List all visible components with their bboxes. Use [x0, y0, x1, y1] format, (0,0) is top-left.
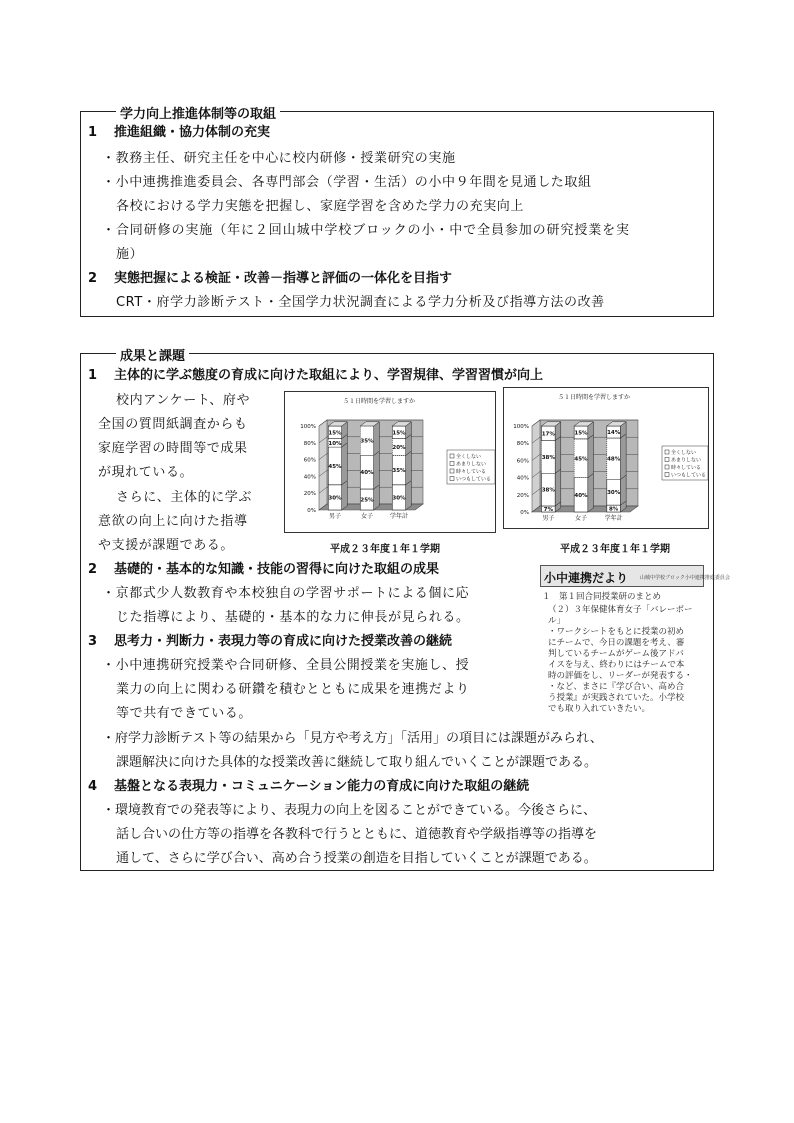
bar-data-label: 45%	[574, 456, 588, 463]
x-tick-label: 学年計	[604, 515, 623, 522]
newsletter-line: ル」	[548, 616, 566, 626]
s2-p2-line: じた指導により、基礎的・基本的な力に伸長が見られる。	[116, 610, 470, 625]
bar-data-label: 15%	[574, 430, 588, 437]
legend-entry: 時々している	[456, 469, 487, 475]
s2-heading-2: 2 基礎的・基本的な知識・技能の習得に向けた取組の成果	[88, 562, 440, 577]
chart-1-caption: 平成２３年度１年１学期	[330, 544, 440, 555]
bar-data-label: 40%	[360, 470, 374, 477]
chart-study-time-2	[503, 387, 709, 529]
x-tick-label: 男子	[328, 513, 342, 520]
s2-heading-4: 4 基盤となる表現力・コミュニケーション能力の育成に向けた取組の継続	[88, 779, 530, 794]
y-tick-label: 100%	[300, 424, 316, 430]
s1-bullet-1: ・教務主任、研究主任を中心に校内研修・授業研究の実施	[102, 151, 456, 166]
bar-segment-side	[342, 443, 348, 485]
s2-p1-line: 全国の質問紙調査からも	[98, 417, 248, 432]
bar-data-label: 15%	[392, 430, 406, 437]
legend-swatch	[450, 454, 454, 458]
newsletter-subtitle: 山城中学校ブロック小中連携推進委員会	[640, 575, 730, 581]
bar-data-label: 35%	[392, 468, 406, 475]
legend-swatch	[665, 465, 669, 469]
y-tick-label: 60%	[303, 457, 316, 464]
s2-p4-line: 通して、さらに学び合い、高め合う授業の創造を目指していくことが課題である。	[116, 851, 597, 866]
bar-data-label: 15%	[328, 430, 342, 437]
plot-side-wall	[319, 420, 327, 510]
bar-segment-side	[588, 435, 594, 478]
chart-1-title: ５１日時間を学習しますか	[343, 398, 416, 405]
s2-p4-line: 話し合いの仕方等の指導を各教科で行うとともに、道徳教育や学級指導等の指導を	[116, 827, 598, 842]
legend-swatch	[450, 477, 454, 481]
s1-text-2: 施）	[116, 247, 144, 262]
bar-data-label: 17%	[541, 431, 555, 438]
bar-data-label: 38%	[541, 454, 555, 461]
newsletter-line: ・ワークシートをもとに授業の初め	[548, 627, 685, 637]
bar-segment-side	[406, 481, 412, 510]
bar-data-label: 8%	[608, 506, 619, 513]
bar-data-label: 20%	[392, 445, 406, 451]
newsletter-line: 判しているチームがゲーム後アドバ	[548, 649, 684, 659]
bar-segment-side	[374, 451, 380, 489]
newsletter-line: （２）３年保健体育女子「バレーボー	[548, 605, 693, 615]
legend-swatch	[450, 469, 454, 473]
s2-heading-1: 1 主体的に学ぶ態度の育成に向けた取組により、学習規律、学習習慣が向上	[88, 368, 544, 383]
newsletter-line: う授業』が実践されていた。小学校	[548, 693, 685, 703]
bar-segment-side	[588, 473, 594, 512]
chart-2-svg	[504, 388, 709, 529]
x-tick-label: 男子	[542, 515, 555, 522]
s1-text-1: 各校における学力実態を把握し、家庭学習を含めた学力の充実向上	[116, 199, 525, 214]
s2-p1-line: 校内アンケート、府や	[116, 393, 251, 408]
s2-p3-line: ・府学力診断テスト等の結果から「見方や考え方」「活用」の項目には課題がみられ、	[102, 731, 603, 746]
s2-p4-line: ・環境教育での発表等により、表現力の向上を図ることができている。今後さらに、	[102, 803, 597, 818]
chart-1-svg	[285, 392, 496, 533]
s1-heading-1: 1 推進組織・協力体制の充実	[88, 125, 271, 140]
s2-p1-line: が現れている。	[98, 465, 194, 480]
legend-swatch	[665, 473, 669, 477]
bar-segment-side	[555, 436, 561, 473]
x-tick-label: 女子	[360, 513, 374, 520]
s2-p2-line: ・京都式少人数教育や本校独自の学習サポートによる個に応	[102, 586, 470, 601]
chart-study-time-1	[284, 391, 496, 533]
plot-side-wall	[532, 420, 540, 512]
y-tick-label: 80%	[303, 440, 316, 447]
y-tick-label: 80%	[516, 441, 529, 448]
bar-data-label: 25%	[360, 497, 374, 504]
bar-segment-side	[621, 434, 627, 479]
bar-data-label: 30%	[607, 490, 621, 497]
y-tick-label: 40%	[303, 474, 316, 481]
legend-swatch	[665, 458, 669, 462]
bar-segment-side	[555, 469, 561, 506]
s2-heading-3: 3 思考力・判断力・表現力等の育成に向けた授業改善の継続	[88, 634, 453, 649]
s2-p3-line: 業力の向上に関わる研鑽を積むとともに成果を連携だより	[116, 682, 470, 697]
legend-entry: いつもしている	[456, 476, 492, 483]
s2-p1-line: 意欲の向上に向けた指導	[98, 514, 248, 529]
section-results-title: 成果と課題	[116, 345, 189, 364]
s1-bullet-2: ・小中連携推進委員会、各専門部会（学習・生活）の小中９年間を見通した取組	[102, 175, 592, 190]
bar-data-label: 40%	[574, 492, 588, 499]
legend-swatch	[450, 462, 454, 466]
bar-data-label: 10%	[328, 440, 342, 447]
newsletter-title: 小中連携だより	[544, 571, 629, 585]
bar-data-label: 35%	[360, 438, 374, 445]
bar-segment-side	[621, 475, 627, 505]
s2-p1-line: や支援が課題である。	[98, 538, 235, 553]
bar-segment-side	[374, 422, 380, 456]
s1-text-3: CRT・府学力診断テスト・全国学力状況調査による学力分析及び指導方法の改善	[116, 295, 605, 310]
bar-data-label: 30%	[392, 495, 406, 502]
newsletter-line: にチームで、今日の課題を考え、審	[548, 638, 685, 648]
s2-p1-line: 家庭学習の時間等で成果	[98, 441, 248, 456]
y-tick-label: 20%	[303, 491, 316, 498]
y-tick-label: 0%	[520, 510, 529, 516]
x-tick-label: 学年計	[389, 513, 409, 520]
chart-2-title: ５１日時間を学習しますか	[558, 394, 631, 401]
legend-entry: あまりしない	[671, 457, 702, 464]
s1-heading-2: 2 実態把握による検証・改善－指導と評価の一体化を目指す	[88, 271, 453, 286]
legend-entry: あまりしない	[456, 461, 487, 468]
y-tick-label: 60%	[516, 458, 529, 465]
bar-data-label: 45%	[328, 463, 342, 470]
newsletter-line: イスを与え、終わりにはチームで本	[548, 660, 685, 670]
y-tick-label: 20%	[516, 492, 529, 499]
s2-p3-line: 課題解決に向けた具体的な授業改善に継続して取り組んでいくことが課題である。	[116, 755, 598, 770]
bar-data-label: 7%	[543, 506, 554, 513]
bar-data-label: 14%	[607, 430, 621, 437]
newsletter-clipping	[540, 565, 730, 715]
legend-entry: 全くしない	[671, 450, 697, 456]
s2-p3-line: ・小中連携研究授業や合同研修、全員公開授業を実施し、授	[102, 658, 470, 673]
newsletter-line: でも取り入れていきたい。	[548, 704, 651, 714]
legend-entry: 時々している	[671, 465, 702, 471]
s1-bullet-3: ・合同研修の実施（年に２回山城中学校ブロックの小・中で全員参加の研究授業を実	[102, 223, 630, 238]
bar-data-label: 48%	[607, 456, 621, 463]
y-tick-label: 100%	[513, 424, 529, 430]
newsletter-line: ・など、まさに『学び合い、高め合	[548, 682, 685, 692]
legend-entry: 全くしない	[456, 454, 482, 460]
x-tick-label: 女子	[574, 515, 588, 522]
bar-data-label: 30%	[328, 495, 342, 502]
bar-segment-side	[406, 451, 412, 485]
y-tick-label: 0%	[307, 508, 316, 514]
section-promotion-title: 学力向上推進体制等の取組	[116, 103, 280, 122]
newsletter-line: 時の評価をし、リーダーが発表する・	[548, 671, 693, 681]
legend-entry: いつもしている	[671, 472, 707, 479]
y-tick-label: 40%	[516, 475, 529, 482]
legend-swatch	[665, 450, 669, 454]
newsletter-item-heading: １ 第１回合同授業研のまとめ	[542, 592, 662, 602]
bar-data-label: 38%	[541, 487, 555, 494]
s2-p1-line: さらに、主体的に学ぶ	[116, 490, 253, 505]
bar-segment-side	[342, 481, 348, 510]
s2-p3-line: 等で共有できている。	[116, 706, 253, 721]
chart-2-caption: 平成２３年度１年１学期	[560, 544, 670, 555]
